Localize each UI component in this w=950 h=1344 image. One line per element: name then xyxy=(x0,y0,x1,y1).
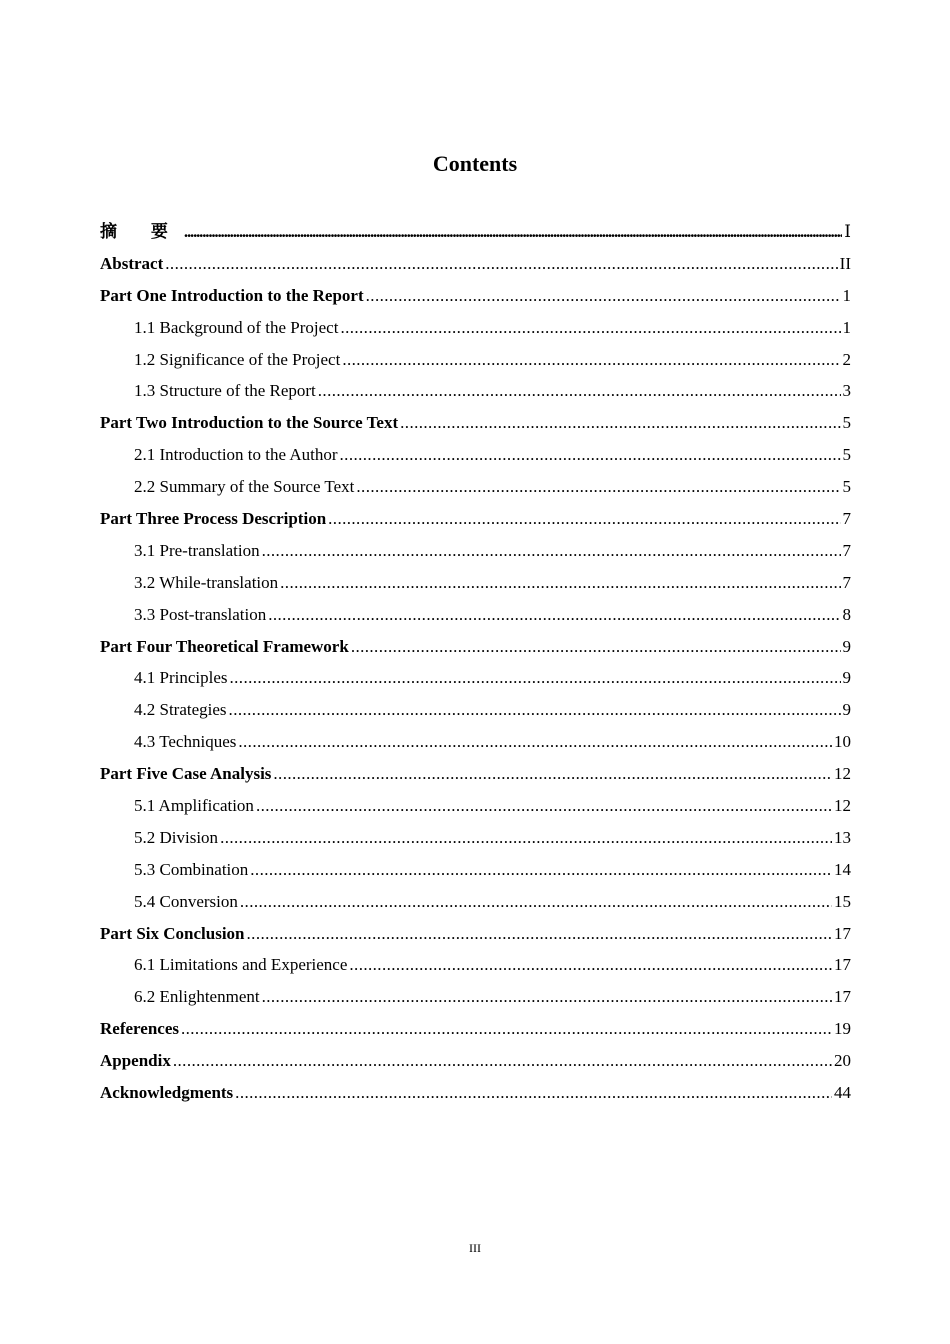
toc-entry[interactable] xyxy=(100,407,851,439)
toc-entry-label: 6.2 Enlightenment xyxy=(134,987,260,1007)
toc-entry-label: Abstract xyxy=(100,253,164,273)
toc-entry[interactable] xyxy=(100,248,851,280)
toc-entry-label: Part Five Case Analysis xyxy=(100,764,272,784)
toc-entry[interactable] xyxy=(100,439,851,471)
toc-entry[interactable] xyxy=(100,312,851,344)
toc-dot-leader xyxy=(262,981,832,1013)
toc-entry[interactable] xyxy=(100,918,851,950)
toc-dot-leader xyxy=(230,662,841,694)
toc-dot-leader xyxy=(273,758,832,790)
toc-entry[interactable] xyxy=(100,216,851,248)
toc-entry-page-number: 3 xyxy=(842,381,851,401)
toc-entry-page-number: 13 xyxy=(834,827,851,847)
toc-entry-page-number: 5 xyxy=(842,413,851,433)
toc-dot-leader xyxy=(366,280,841,312)
toc-entry-page-number: 19 xyxy=(834,1019,851,1039)
toc-entry-label: 4.3 Techniques xyxy=(134,732,237,752)
toc-entry-page-number: 7 xyxy=(842,540,851,560)
toc-entry-page-number: 1 xyxy=(842,317,851,337)
toc-entry[interactable] xyxy=(100,822,851,854)
toc-entry-page-number: 7 xyxy=(842,572,851,592)
toc-entry-label: 摘 要 xyxy=(100,222,182,242)
toc-dot-leader xyxy=(181,1013,832,1045)
toc-entry-label: 3.2 While-translation xyxy=(134,572,279,592)
toc-dot-leader xyxy=(220,822,832,854)
toc-entry[interactable] xyxy=(100,854,851,886)
page-number: III xyxy=(469,1241,481,1255)
toc-entry-page-number: II xyxy=(839,253,851,273)
toc-dot-leader xyxy=(240,886,832,918)
toc-entry[interactable] xyxy=(100,631,851,663)
toc-entry-page-number: 12 xyxy=(834,764,851,784)
toc-entry-page-number: 12 xyxy=(834,796,851,816)
toc-entry-page-number: 20 xyxy=(834,1051,851,1071)
toc-entry-label: 5.3 Combination xyxy=(134,859,249,879)
toc-entry-label: 2.2 Summary of the Source Text xyxy=(134,477,355,497)
toc-dot-leader xyxy=(165,248,837,280)
toc-entry-label: 6.1 Limitations and Experience xyxy=(134,955,348,975)
toc-entry-label: 4.1 Principles xyxy=(134,668,228,688)
toc-entry-page-number: 5 xyxy=(842,477,851,497)
toc-dot-leader xyxy=(356,471,840,503)
toc-entry[interactable] xyxy=(100,758,851,790)
toc-entry[interactable] xyxy=(100,503,851,535)
toc-entry[interactable] xyxy=(100,344,851,376)
toc-entry[interactable] xyxy=(100,949,851,981)
toc-entry-label: 5.1 Amplification xyxy=(134,796,254,816)
toc-dot-leader xyxy=(235,1077,832,1109)
toc-entry[interactable] xyxy=(100,471,851,503)
toc-entry[interactable] xyxy=(100,790,851,822)
toc-entry[interactable] xyxy=(100,1077,851,1109)
toc-dot-leader xyxy=(318,375,841,407)
toc-dot-leader xyxy=(247,918,832,950)
toc-entry-page-number: 8 xyxy=(842,604,851,624)
toc-dot-leader xyxy=(351,631,841,663)
toc-entry[interactable] xyxy=(100,1045,851,1077)
toc-entry-label: 1.3 Structure of the Report xyxy=(134,381,316,401)
toc-entry[interactable] xyxy=(100,599,851,631)
toc-entry[interactable] xyxy=(100,535,851,567)
toc-entry[interactable] xyxy=(100,694,851,726)
toc-entry-label: 2.1 Introduction to the Author xyxy=(134,445,338,465)
toc-entry-page-number: 7 xyxy=(842,509,851,529)
toc-entry-page-number: 9 xyxy=(842,636,851,656)
toc-entry[interactable] xyxy=(100,886,851,918)
toc-entry-label: Part Two Introduction to the Source Text xyxy=(100,413,399,433)
toc-entry-label: 3.1 Pre-translation xyxy=(134,540,260,560)
toc-entry-page-number: 17 xyxy=(834,987,851,1007)
toc-entry-label: 4.2 Strategies xyxy=(134,700,227,720)
toc-dot-leader xyxy=(340,439,841,471)
toc-dot-leader xyxy=(268,599,840,631)
toc-entry-page-number: 10 xyxy=(834,732,851,752)
toc-entry-label: Part One Introduction to the Report xyxy=(100,285,364,305)
toc-entry[interactable] xyxy=(100,1013,851,1045)
toc-entry-page-number: 5 xyxy=(842,445,851,465)
toc-dot-leader xyxy=(256,790,832,822)
toc-entry-label: 5.4 Conversion xyxy=(134,891,238,911)
toc-dot-leader xyxy=(262,535,841,567)
toc-entry[interactable] xyxy=(100,726,851,758)
toc-entry-label: 1.2 Significance of the Project xyxy=(134,349,341,369)
toc-entry-label: Part Six Conclusion xyxy=(100,923,245,943)
toc-dot-leader xyxy=(184,216,842,248)
toc-entry-page-number: 14 xyxy=(834,859,851,879)
toc-entry-label: Part Three Process Description xyxy=(100,509,327,529)
toc-dot-leader xyxy=(349,949,832,981)
toc-entry-page-number: 1 xyxy=(842,285,851,305)
table-of-contents xyxy=(100,216,851,1109)
toc-entry-page-number: 2 xyxy=(842,349,851,369)
toc-entry-label: Part Four Theoretical Framework xyxy=(100,636,349,656)
toc-entry-page-number: Ⅰ xyxy=(844,222,851,241)
toc-dot-leader xyxy=(250,854,832,886)
toc-entry[interactable] xyxy=(100,981,851,1013)
page-title: Contents xyxy=(432,151,518,176)
toc-entry[interactable] xyxy=(100,375,851,407)
toc-entry[interactable] xyxy=(100,662,851,694)
toc-entry-page-number: 9 xyxy=(842,700,851,720)
toc-dot-leader xyxy=(342,344,840,376)
toc-dot-leader xyxy=(238,726,832,758)
toc-dot-leader xyxy=(280,567,840,599)
toc-entry-label: 5.2 Division xyxy=(134,827,219,847)
toc-entry-page-number: 44 xyxy=(834,1083,851,1103)
toc-entry-label: 1.1 Background of the Project xyxy=(134,317,339,337)
toc-entry[interactable] xyxy=(100,567,851,599)
toc-dot-leader xyxy=(229,694,841,726)
toc-dot-leader xyxy=(328,503,840,535)
toc-entry-page-number: 17 xyxy=(834,923,851,943)
toc-dot-leader xyxy=(400,407,840,439)
toc-entry-page-number: 9 xyxy=(842,668,851,688)
toc-dot-leader xyxy=(340,312,840,344)
toc-entry[interactable] xyxy=(100,280,851,312)
toc-dot-leader xyxy=(173,1045,832,1077)
toc-entry-page-number: 15 xyxy=(834,891,851,911)
toc-entry-label: Acknowledgments xyxy=(100,1083,234,1103)
toc-entry-label: 3.3 Post-translation xyxy=(134,604,267,624)
toc-entry-page-number: 17 xyxy=(834,955,851,975)
toc-entry-label: References xyxy=(100,1019,179,1039)
toc-entry-label: Appendix xyxy=(100,1051,171,1071)
